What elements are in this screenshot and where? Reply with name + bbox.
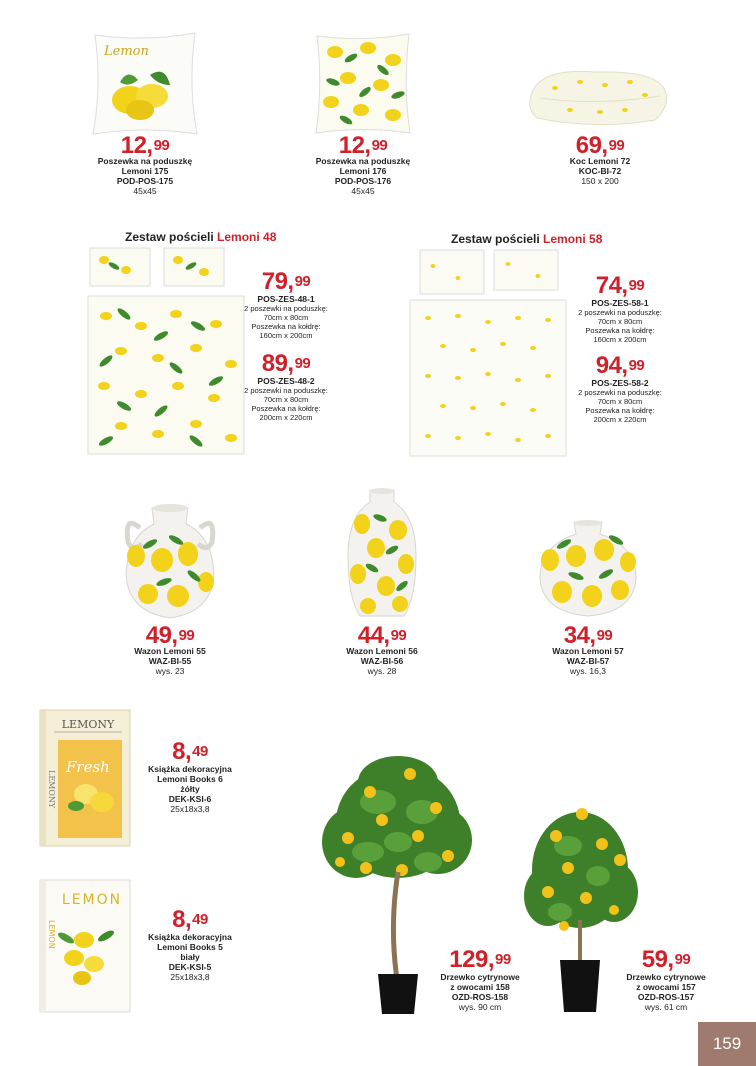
set-58-1-code: POS-ZES-58-1: [591, 298, 649, 308]
set-58-1-pillows-label: 2 poszewki na poduszkę:: [578, 308, 662, 317]
product-vase-56: [312, 486, 452, 684]
product-pillow-175: [80, 30, 210, 205]
set-48-2-duvet-label: Poszewka na kołdrę:: [251, 404, 321, 413]
set-58-1-pillows-size: 70cm x 80cm: [597, 317, 643, 326]
vase-55-code: WAZ-BI-55: [148, 656, 192, 666]
vase-56-price: 44,99: [357, 622, 407, 649]
pillow-175-size: 45x45: [133, 186, 157, 196]
book-5-name: Książka dekoracyjna: [148, 932, 232, 942]
set-58-2-price: 94,99: [595, 352, 645, 379]
product-vase-57: [518, 516, 658, 684]
vase-56-image: [342, 486, 422, 622]
tree-158-code: OZD-ROS-158: [451, 992, 509, 1002]
tree-158-name: Drzewko cytrynowe: [440, 972, 520, 982]
pillow-176-size: 45x45: [351, 186, 375, 196]
set-48-1-duvet-label: Poszewka na kołdrę:: [251, 322, 321, 331]
vase-56-name: Wazon Lemoni 56: [346, 646, 418, 656]
set-48-image: [86, 246, 246, 456]
tree-157-price: 59,99: [641, 946, 691, 973]
vase-55-image: [120, 494, 220, 624]
tree-157-name: Drzewko cytrynowe: [626, 972, 706, 982]
blanket-72-price: 69,99: [575, 132, 625, 159]
vase-55-name: Wazon Lemoni 55: [134, 646, 206, 656]
set-58-2-pillows-label: 2 poszewki na poduszkę:: [578, 388, 662, 397]
book-5-code: DEK-KSI-5: [168, 962, 212, 972]
set-58-2-duvet-size: 200cm x 220cm: [593, 415, 647, 424]
set-48-2-price: 89,99: [261, 350, 311, 377]
vase-57-price: 34,99: [563, 622, 613, 649]
product-vase-55: [100, 494, 240, 684]
vase-55-size: wys. 23: [155, 666, 185, 676]
vase-55-price: 49,99: [145, 622, 195, 649]
book-6-name2: Lemoni Books 6: [157, 774, 223, 784]
set-58-1-duvet-size: 160cm x 200cm: [593, 335, 647, 344]
book-6-price: 8,49: [172, 738, 208, 765]
set-48-title: Zestaw pościeli Lemoni 48: [125, 230, 277, 244]
set-48-variant-1: [236, 270, 336, 340]
vase-57-code: WAZ-BI-57: [566, 656, 610, 666]
book-6-image: [40, 710, 132, 848]
product-book-6: [140, 740, 240, 814]
set-58-2-duvet-label: Poszewka na kołdrę:: [585, 406, 655, 415]
tree-158-name2: z owocami 158: [450, 982, 510, 992]
product-book-5: [140, 908, 240, 982]
book-5-name3: biały: [180, 952, 200, 962]
set-58-1-price: 74,99: [595, 272, 645, 299]
set-48-1-price: 79,99: [261, 268, 311, 295]
pillow-176-name: Poszewka na poduszkę: [315, 156, 411, 166]
book-5-name2: Lemoni Books 5: [157, 942, 223, 952]
book-6-size: 25x18x3,8: [170, 804, 210, 814]
tree-157-name2: z owocami 157: [636, 982, 696, 992]
blanket-72-name: Koc Lemoni 72: [569, 156, 631, 166]
book-6-code: DEK-KSI-6: [168, 794, 212, 804]
set-48-2-duvet-size: 200cm x 220cm: [259, 413, 313, 422]
product-pillow-176: [298, 30, 428, 205]
set-58-title: Zestaw pościeli Lemoni 58: [451, 232, 603, 246]
pillow-175-price: 12,99: [120, 132, 170, 159]
set-58-variant-2: [570, 354, 670, 424]
tree-157-size: wys. 61 cm: [644, 1002, 688, 1012]
set-48-1-duvet-size: 160cm x 200cm: [259, 331, 313, 340]
book-6-name3: żółty: [180, 784, 200, 794]
product-blanket-72: [520, 60, 680, 220]
vase-57-image: [536, 516, 640, 620]
blanket-72-image: [525, 60, 675, 130]
book-6-cover-word: Fresh: [66, 758, 110, 776]
tree-158-price: 129,99: [449, 946, 511, 973]
book-6-spine-text: LEMONY: [47, 770, 56, 809]
vase-56-code: WAZ-BI-56: [360, 656, 404, 666]
pillow-176-code: POD-POS-176: [334, 176, 392, 186]
tree-158-size: wys. 90 cm: [458, 1002, 502, 1012]
set-58-2-code: POS-ZES-58-2: [591, 378, 649, 388]
page-number: 159: [698, 1022, 756, 1066]
blanket-72-size: 150 x 200: [581, 176, 619, 186]
tree-157-code: OZD-ROS-157: [637, 992, 695, 1002]
set-48-2-code: POS-ZES-48-2: [257, 376, 315, 386]
set-58-2-pillows-size: 70cm x 80cm: [597, 397, 643, 406]
book-6-cover-title: LEMONY: [61, 718, 115, 731]
set-48-2-pillows-label: 2 poszewki na poduszkę:: [244, 386, 328, 395]
set-48-1-pillows-size: 70cm x 80cm: [263, 313, 309, 322]
book-5-image: [40, 880, 132, 1014]
book-5-size: 25x18x3,8: [170, 972, 210, 982]
vase-57-name: Wazon Lemoni 57: [552, 646, 624, 656]
pillow-175-script: Lemon: [104, 44, 149, 59]
pillow-175-image: [90, 30, 200, 136]
pillow-175-name2: Lemoni 175: [121, 166, 169, 176]
book-5-spine-text: LEMON: [47, 920, 56, 949]
pillow-176-price: 12,99: [338, 132, 388, 159]
book-5-price: 8,49: [172, 906, 208, 933]
set-48-2-pillows-size: 70cm x 80cm: [263, 395, 309, 404]
vase-56-size: wys. 28: [367, 666, 397, 676]
pillow-175-name: Poszewka na poduszkę: [97, 156, 193, 166]
book-6-name: Książka dekoracyjna: [148, 764, 232, 774]
book-5-cover-title: LEMON: [61, 892, 123, 908]
set-48-1-pillows-label: 2 poszewki na poduszkę:: [244, 304, 328, 313]
vase-57-size: wys. 16,3: [570, 666, 606, 676]
set-58-image: [408, 248, 568, 458]
pillow-175-code: POD-POS-175: [116, 176, 174, 186]
set-48-variant-2: [236, 352, 336, 422]
pillow-176-image: [313, 30, 413, 136]
set-48-1-code: POS-ZES-48-1: [257, 294, 315, 304]
blanket-72-code: KOC-BI-72: [578, 166, 622, 176]
pillow-176-name2: Lemoni 176: [339, 166, 387, 176]
product-tree-157: [606, 948, 726, 1012]
set-58-1-duvet-label: Poszewka na kołdrę:: [585, 326, 655, 335]
set-58-variant-1: [570, 274, 670, 344]
